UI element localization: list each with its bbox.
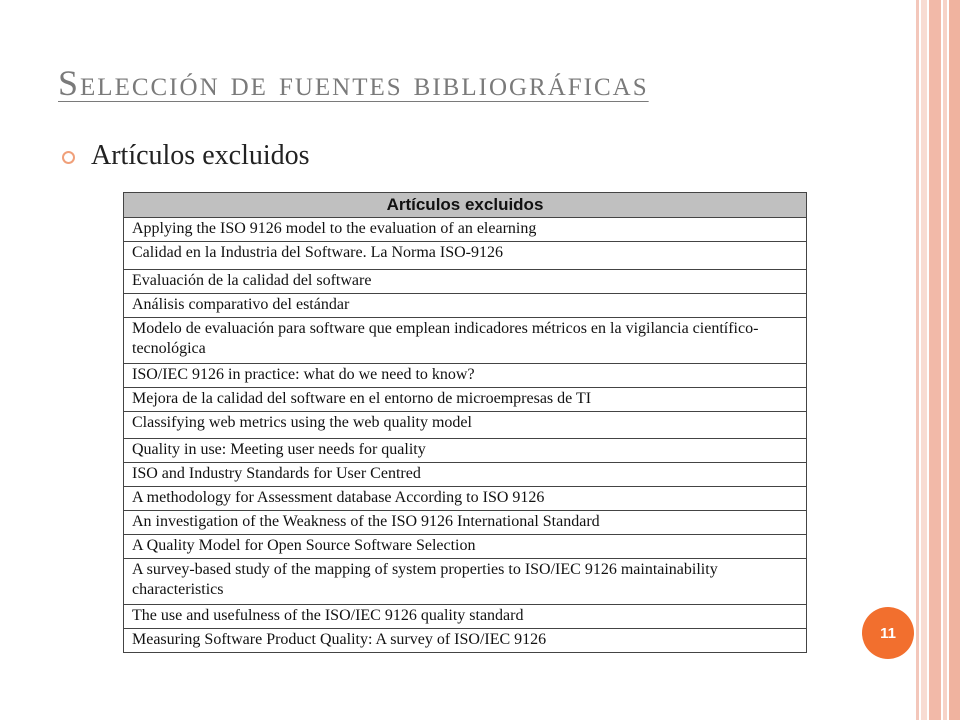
table-row [124, 388, 807, 412]
table-cell: Applying the ISO 9126 model to the evaluation of an elearning [124, 218, 807, 242]
table-row [124, 535, 807, 559]
table-cell: An investigation of the Weakness of the ISO 9126 International Standard [124, 511, 807, 535]
table-row [124, 318, 807, 364]
table-row [124, 242, 807, 270]
bullet-item [62, 136, 310, 176]
table-header-row [124, 193, 807, 218]
table-row [124, 412, 807, 439]
table-row [124, 270, 807, 294]
table-cell: ISO/IEC 9126 in practice: what do we need to know? [124, 364, 807, 388]
table-row [124, 629, 807, 653]
stripe [929, 0, 941, 720]
stripe [949, 0, 960, 720]
page-number-badge: 11 [862, 607, 914, 659]
table-row [124, 487, 807, 511]
slide-title: Selección de fuentes bibliográficas [58, 63, 649, 103]
table-row [124, 364, 807, 388]
table-cell: ISO and Industry Standards for User Centred [124, 463, 807, 487]
stripe [916, 0, 919, 720]
table-cell: Calidad en la Industria del Software. La Norma ISO-9126 [124, 242, 807, 270]
bullet-text: Artículos excluidos [91, 140, 310, 171]
table-row [124, 605, 807, 629]
table-row [124, 559, 807, 605]
table-cell: Mejora de la calidad del software en el entorno de microempresas de TI [124, 388, 807, 412]
table-cell: Quality in use: Meeting user needs for quality [124, 439, 807, 463]
table-cell: Measuring Software Product Quality: A survey of ISO/IEC 9126 [124, 629, 807, 653]
stripe [921, 0, 927, 720]
table-row [124, 218, 807, 242]
decorative-stripes [916, 0, 960, 720]
table-cell: Evaluación de la calidad del software [124, 270, 807, 294]
table-cell: A methodology for Assessment database According to ISO 9126 [124, 487, 807, 511]
table-cell: Classifying web metrics using the web quality model [124, 412, 807, 439]
table-cell: Análisis comparativo del estándar [124, 294, 807, 318]
table-header: Artículos excluidos [124, 193, 807, 218]
table-row [124, 439, 807, 463]
stripe [943, 0, 947, 720]
table-cell: A survey-based study of the mapping of system properties to ISO/IEC 9126 maintainability characteristics [124, 559, 807, 605]
table-row [124, 511, 807, 535]
table-cell: A Quality Model for Open Source Software Selection [124, 535, 807, 559]
table-cell: Modelo de evaluación para software que emplean indicadores métricos en la vigilancia científico-tecnológica [124, 318, 807, 364]
circle-bullet-icon [62, 151, 75, 164]
table-row [124, 294, 807, 318]
table-row [124, 463, 807, 487]
table-cell: The use and usefulness of the ISO/IEC 9126 quality standard [124, 605, 807, 629]
excluded-articles-table [123, 192, 807, 653]
